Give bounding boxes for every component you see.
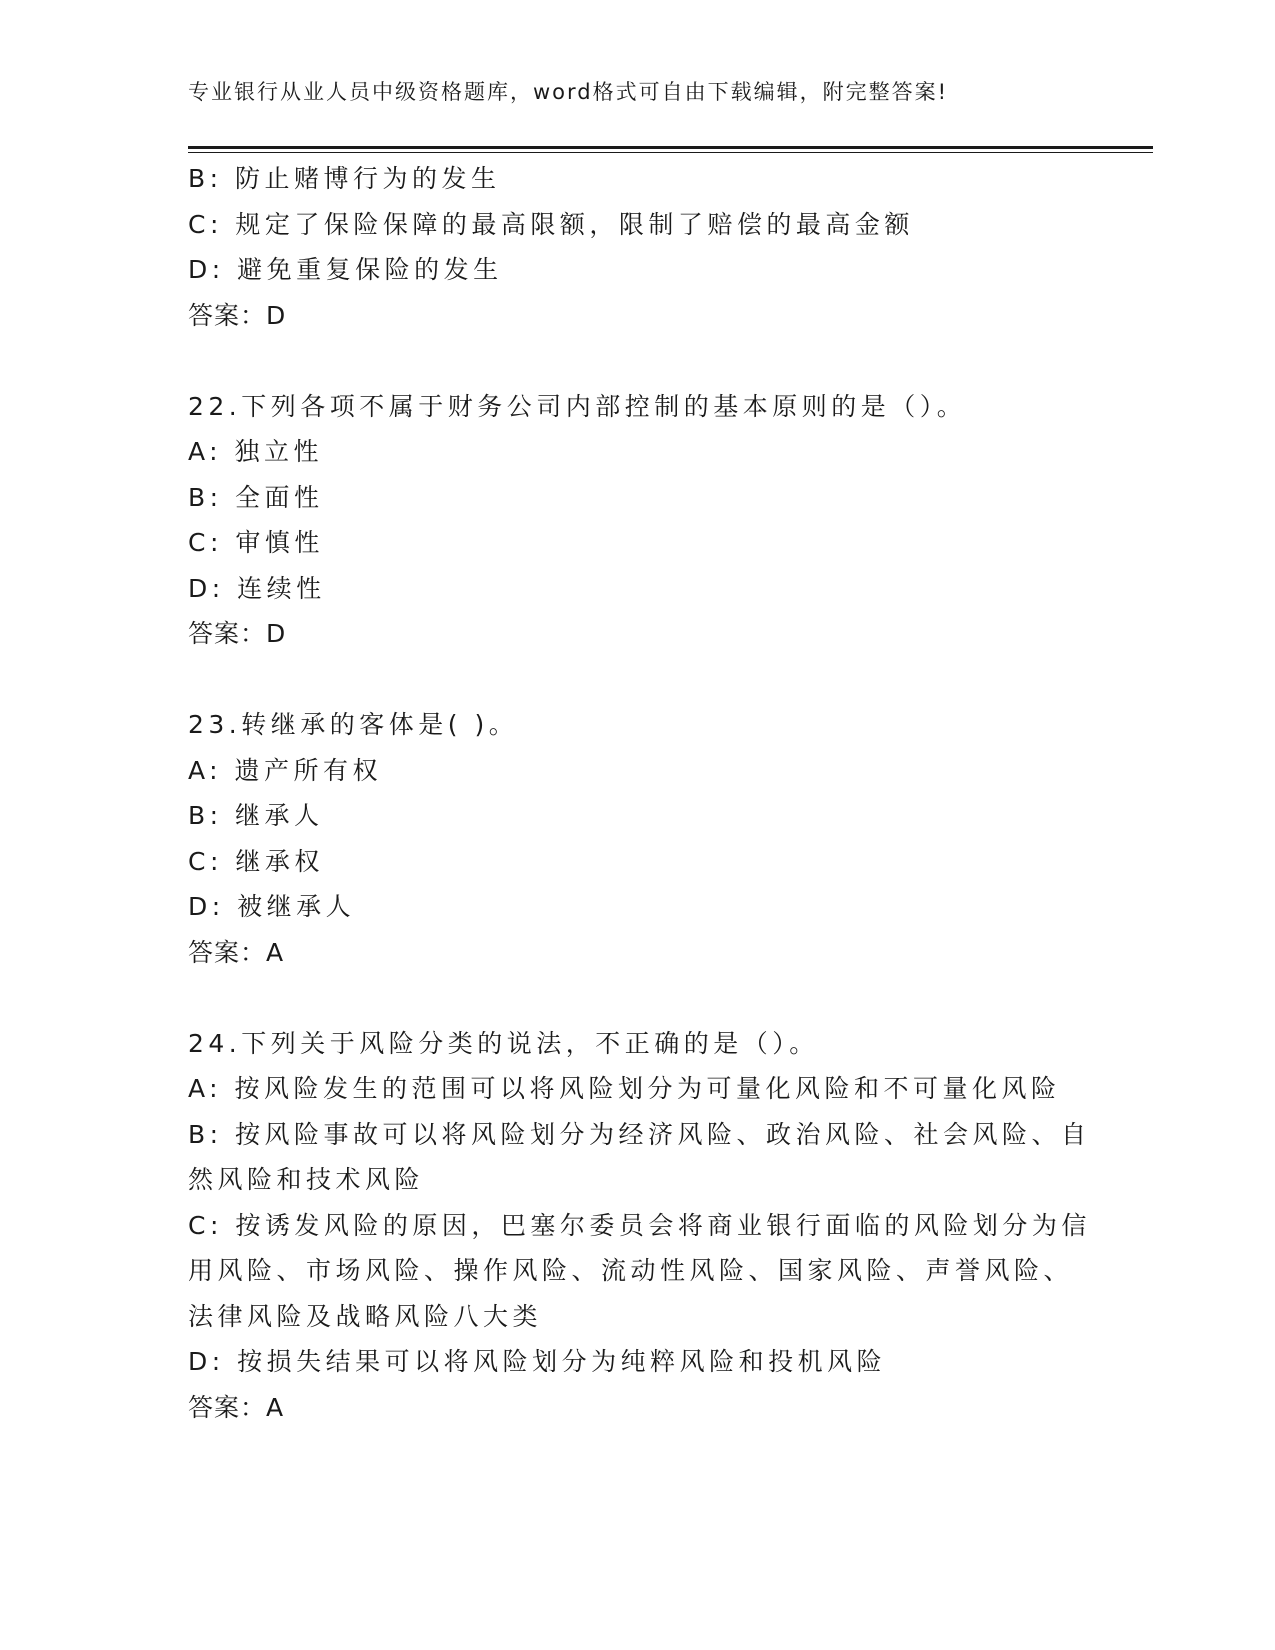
q23-option-c: C: 继承权 xyxy=(188,846,324,876)
q21-option-d: D: 避免重复保险的发生 xyxy=(188,255,503,284)
q21-option-b: B: 防止赌博行为的发生 xyxy=(188,164,501,193)
q22-option-d: D: 连续性 xyxy=(188,573,326,603)
q23-option-a: A: 遗产所有权 xyxy=(188,755,383,785)
q24-option-c-line2: 用风险、市场风险、操作风险、流动性风险、国家风险、声誉风险、 xyxy=(188,1256,1074,1285)
q22-question: 22.下列各项不属于财务公司内部控制的基本原则的是（）。 xyxy=(188,391,967,421)
question-content xyxy=(188,156,1091,1430)
q22-option-c: C: 审慎性 xyxy=(188,528,324,557)
header-rule-thick xyxy=(188,146,1153,149)
q23-option-b: B: 继承人 xyxy=(188,801,324,830)
q22-option-a: A: 独立性 xyxy=(188,437,324,466)
q22-answer: 答案：D xyxy=(188,619,287,648)
q24-option-c-line3: 法律风险及战略风险八大类 xyxy=(188,1301,543,1331)
q24-option-c-line1: C: 按诱发风险的原因，巴塞尔委员会将商业银行面临的风险划分为信 xyxy=(188,1210,1091,1240)
spacer xyxy=(188,338,1088,384)
q24-answer: 答案：A xyxy=(188,1392,285,1422)
page-header: 专业银行从业人员中级资格题库，word格式可自由下载编辑，附完整答案! xyxy=(188,80,949,104)
q23-answer: 答案：A xyxy=(188,937,285,967)
q24-option-b-line1: B: 按风险事故可以将风险划分为经济风险、政治风险、社会风险、自 xyxy=(188,1119,1091,1149)
q24-question: 24.下列关于风险分类的说法，不正确的是（）。 xyxy=(188,1028,819,1058)
q22-option-b: B: 全面性 xyxy=(188,482,324,512)
q21-option-c: C: 规定了保险保障的最高限额，限制了赔偿的最高金额 xyxy=(188,209,914,239)
q21-answer: 答案：D xyxy=(188,300,287,330)
q23-option-d: D: 被继承人 xyxy=(188,892,356,921)
q24-option-a: A: 按风险发生的范围可以将风险划分为可量化风险和不可量化风险 xyxy=(188,1074,1061,1103)
header-rule-thin xyxy=(188,152,1153,153)
spacer xyxy=(188,657,1088,703)
q24-option-d: D: 按损失结果可以将风险划分为纯粹风险和投机风险 xyxy=(188,1347,887,1376)
spacer xyxy=(188,975,1088,1021)
q23-question: 23.转继承的客体是( )。 xyxy=(188,710,519,739)
q24-option-b-line2: 然风险和技术风险 xyxy=(188,1165,425,1194)
